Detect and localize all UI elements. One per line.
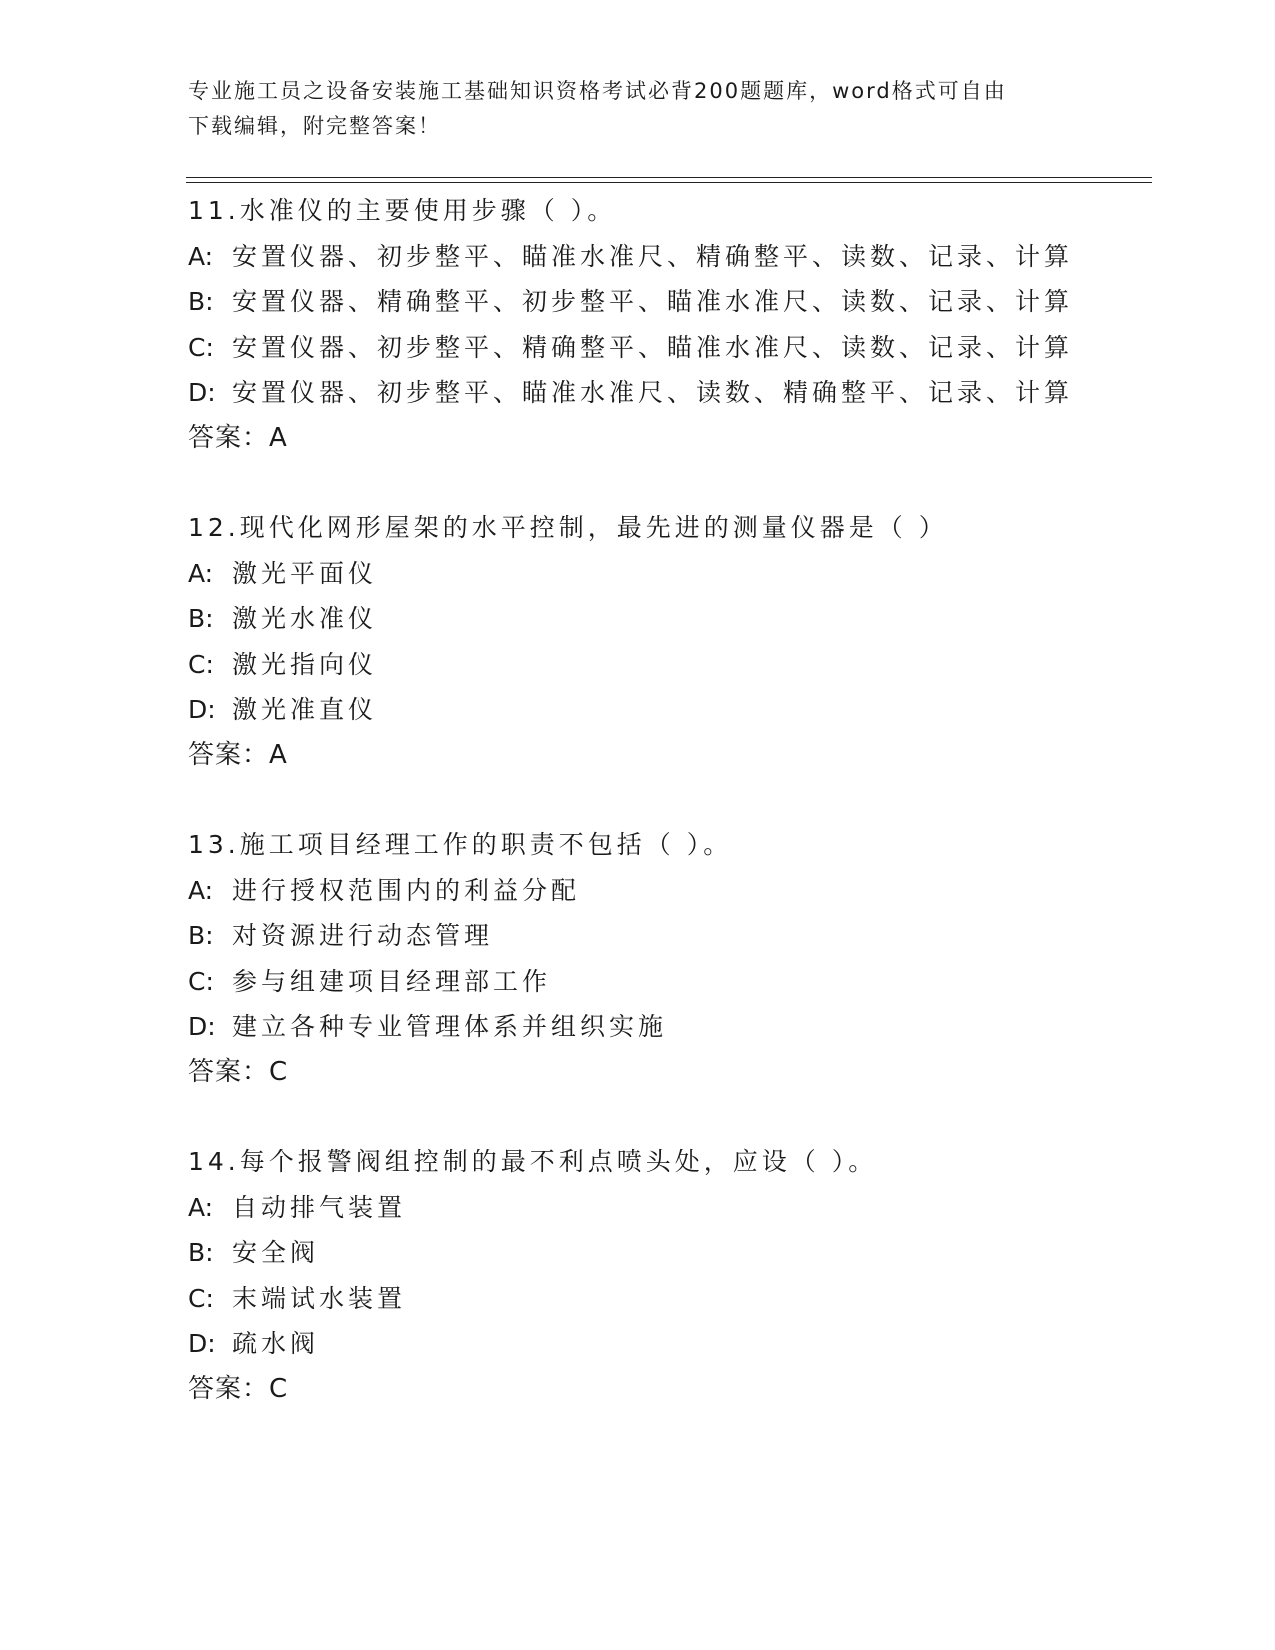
option-letter: C: [188,966,214,996]
option-letter: C: [188,332,214,362]
answer: 答案：A [188,422,288,453]
question-11 [188,188,1148,461]
option-letter: A: [188,875,214,905]
question-14 [188,1139,1148,1412]
header-line-2: 下载编辑，附完整答案！ [188,114,441,138]
answer: 答案：C [188,1056,289,1087]
option-letter: C: [188,1283,214,1313]
option-d [188,1004,1148,1050]
question-stem: 11.水准仪的主要使用步骤（ ）。 [188,196,617,225]
option-c [188,642,1148,688]
option-a [188,868,1148,914]
option-a [188,551,1148,597]
option-letter: A: [188,1192,214,1222]
option-letter: D: [188,378,216,407]
answer: 答案：C [188,1373,289,1404]
option-letter: B: [188,1238,214,1267]
option-text: 激光水准仪 [232,604,378,633]
option-letter: D: [188,1012,216,1041]
document-header [188,74,1068,144]
option-letter: A: [188,558,214,588]
option-letter: C: [188,649,214,679]
question-stem: 14.每个报警阀组控制的最不利点喷头处，应设（ ）。 [188,1147,878,1176]
option-a [188,1185,1148,1231]
option-letter: A: [188,241,214,271]
question-stem: 12.现代化网形屋架的水平控制，最先进的测量仪器是（ ） [188,513,948,542]
option-text: 激光准直仪 [232,695,378,724]
option-text: 参与组建项目经理部工作 [232,966,552,996]
option-b [188,596,1148,642]
header-divider-top [186,177,1152,178]
option-letter: B: [188,604,214,633]
option-text: 激光平面仪 [232,558,378,588]
option-c [188,325,1148,371]
option-text: 末端试水装置 [232,1283,407,1313]
option-a [188,234,1148,280]
option-text: 对资源进行动态管理 [232,921,494,950]
question-stem: 13.施工项目经理工作的职责不包括（ ）。 [188,830,733,859]
option-text: 进行授权范围内的利益分配 [232,875,581,905]
option-text: 建立各种专业管理体系并组织实施 [232,1012,668,1041]
option-text: 安置仪器、初步整平、瞄准水准尺、精确整平、读数、记录、计算 [232,241,1074,271]
option-text: 激光指向仪 [232,649,378,679]
option-d [188,1321,1148,1367]
option-c [188,1276,1148,1322]
option-letter: B: [188,921,214,950]
option-letter: B: [188,287,214,316]
option-d [188,687,1148,733]
option-text: 安置仪器、精确整平、初步整平、瞄准水准尺、读数、记录、计算 [232,287,1074,316]
header-divider-bottom [186,182,1152,183]
option-text: 安置仪器、初步整平、精确整平、瞄准水准尺、读数、记录、计算 [232,332,1074,362]
question-12 [188,505,1148,778]
option-text: 疏水阀 [232,1329,320,1358]
option-b [188,913,1148,959]
option-text: 自动排气装置 [232,1192,407,1222]
option-letter: D: [188,1329,216,1358]
question-13 [188,822,1148,1095]
option-b [188,1230,1148,1276]
option-d [188,370,1148,416]
header-line-1: 专业施工员之设备安装施工基础知识资格考试必背200题题库，word格式可自由 [188,79,1007,103]
question-list [188,188,1148,1412]
answer: 答案：A [188,739,288,770]
option-b [188,279,1148,325]
option-text: 安置仪器、初步整平、瞄准水准尺、读数、精确整平、记录、计算 [232,378,1074,407]
option-c [188,959,1148,1005]
option-letter: D: [188,695,216,724]
option-text: 安全阀 [232,1238,320,1267]
